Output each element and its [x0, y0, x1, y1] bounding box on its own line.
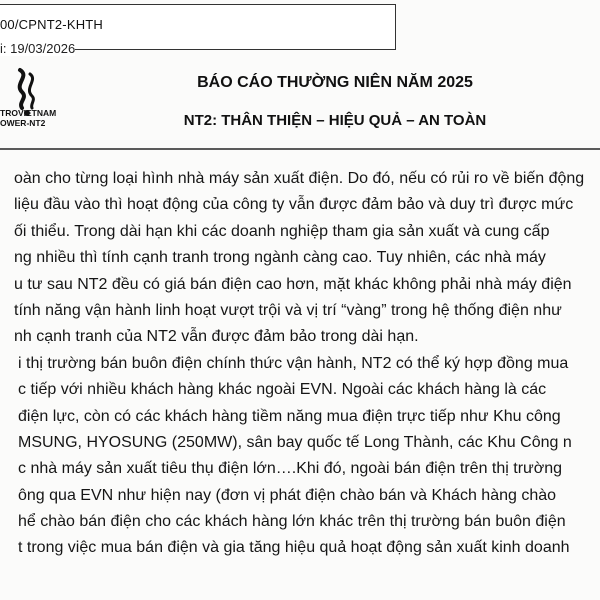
text-line: ông qua EVN như hiện nay (đơn vị phát điện chào bán và Khách hàng chào	[18, 486, 557, 504]
logo-caption-line2: OWER-NT2	[0, 118, 46, 128]
paragraph-1	[0, 166, 600, 351]
paragraph-2	[0, 351, 600, 562]
text-line: ối thiểu. Trong dài hạn khi các doanh nghiệp tham gia sản xuất và cung cấp	[14, 222, 550, 240]
text-line: c nhà máy sản xuất tiêu thụ điện lớn….Khi đó, ngoài bán điện trên thị trường	[18, 460, 563, 478]
text-line: ng nhiều thì tính cạnh tranh trong ngành càng cao. Tuy nhiên, các nhà máy	[14, 249, 546, 267]
text-line: t trong việc mua bán điện và gia tăng hiệu quả hoạt động sản xuất kinh doanh	[18, 539, 570, 557]
document-date: i: 19/03/2026	[0, 41, 76, 56]
header-divider	[0, 148, 600, 150]
text-line: liệu đầu vào thì hoạt động của công ty vẫn được đảm bảo và duy trì được mức	[14, 196, 574, 214]
text-line: oàn cho từng loại hình nhà máy sản xuất điện. Do đó, nếu có rủi ro về biến động	[14, 170, 585, 187]
report-subtitle: NT2: THÂN THIỆN – HIỆU QUẢ – AN TOÀN	[183, 112, 487, 129]
text-line: i thị trường bán buôn điện chính thức vận hành, NT2 có thể ký hợp đồng mua	[18, 354, 569, 372]
logo-caption-line1: TROVIETNAM	[0, 108, 57, 118]
text-line: c tiếp với nhiều khách hàng khác ngoài EVN. Ngoài các khách hàng là các	[18, 381, 547, 399]
text-line: tính năng vận hành linh hoạt vượt trội và vị trí “vàng” trong hệ thống điện như	[14, 301, 562, 319]
text-line: MSUNG, HYOSUNG (250MW), sân bay quốc tế Long Thành, các Khu Công n	[18, 433, 572, 451]
document-number: 00/CPNT2-KHTH	[0, 17, 104, 32]
text-line: hể chào bán điện cho các khách hàng lớn khác trên thị trường bán buôn điện	[18, 513, 566, 531]
document-body	[0, 166, 600, 562]
text-line: u tư sau NT2 đều có giá bán điện cao hơn, mặt khác không phải nhà máy điện	[14, 275, 572, 293]
text-line: nh cạnh tranh của NT2 vẫn được đảm bảo trong dài hạn.	[14, 328, 419, 346]
text-line: điện lực, còn có các khách hàng tiềm năng mua điện trực tiếp như Khu công	[18, 407, 561, 425]
report-title: BÁO CÁO THƯỜNG NIÊN NĂM 2025	[197, 74, 473, 91]
